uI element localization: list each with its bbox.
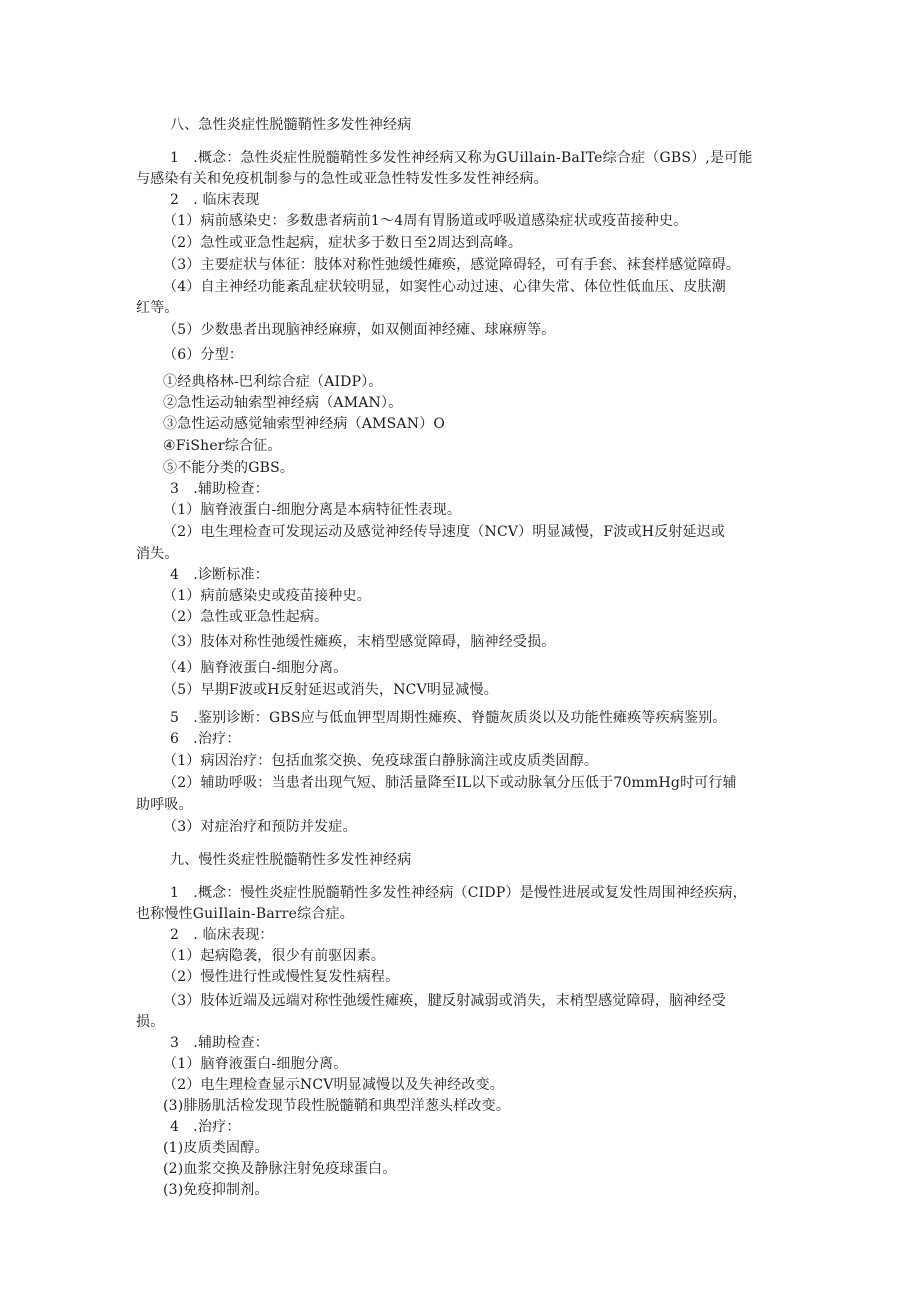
list-item-cont: 损。 — [136, 1014, 165, 1030]
section-heading-9: 九、慢性炎症性脱髓鞘性多发性神经病 — [170, 852, 412, 868]
list-item: （3）对症治疗和预防并发症。 — [163, 819, 357, 835]
list-item: (3)腓肠肌活检发现节段性脱髓鞘和典型洋葱头样改变。 — [163, 1098, 511, 1114]
type-item: ④FiSher综合征。 — [163, 438, 282, 454]
list-item: （1）病前感染史：多数患者病前1～4周有胃肠道或呼吸道感染症状或疫苗接种史。 — [163, 213, 688, 229]
list-item: （3）肢体对称性弛缓性瘫痪，末梢型感觉障碍，脑神经受损。 — [163, 634, 556, 650]
list-item-cont: 红等。 — [136, 300, 179, 316]
item-title: 3 .辅助检查： — [170, 1035, 269, 1051]
list-item: (3)免疫抑制剂。 — [163, 1182, 269, 1198]
list-item: （4）脑脊液蛋白-细胞分离。 — [163, 660, 348, 676]
item-title: 4 .治疗： — [170, 1119, 241, 1135]
list-item: （3）主要症状与体征：肢体对称性弛缓性瘫痪，感觉障碍轻，可有手套、袜套样感觉障碍。 — [163, 257, 741, 273]
section-heading-8: 八、急性炎症性脱髓鞘性多发性神经病 — [170, 117, 412, 133]
item-title: 3 .辅助检查： — [170, 481, 269, 497]
list-item: （1）起病隐袭，很少有前驱因素。 — [163, 948, 386, 964]
list-item: （1）脑脊液蛋白-细胞分离。 — [163, 1056, 348, 1072]
type-item: ②急性运动轴索型神经病（AMAN）。 — [163, 395, 403, 411]
list-item: （2）急性或亚急性起病，症状多于数日至2周达到高峰。 — [163, 235, 523, 251]
list-item: （4）自主神经功能紊乱症状较明显，如窦性心动过速、心律失常、体位性低血压、皮肤潮 — [163, 279, 726, 295]
list-item: （6）分型： — [163, 347, 244, 363]
list-item: (2)血浆交换及静脉注射免疫球蛋白。 — [163, 1161, 397, 1177]
type-item: ⑤不能分类的GBS。 — [163, 460, 295, 476]
list-item: （3）肢体近端及远端对称性弛缓性瘫痪，腱反射减弱或消失，末梢型感觉障碍，脑神经受 — [163, 993, 726, 1009]
list-item: (1)皮质类固醇。 — [163, 1140, 269, 1156]
list-item: （1）病前感染史或疫苗接种史。 — [163, 588, 371, 604]
paragraph-line: 1 .概念：慢性炎症性脱髓鞘性多发性神经病（CIDP）是慢性进展或复发性周围神经疾病， — [170, 885, 747, 901]
item-title: 2 . 临床表现： — [170, 927, 274, 943]
type-item: ①经典格林-巴利综合症（AIDP）。 — [163, 374, 383, 390]
type-item: ③急性运动感觉轴索型神经病（AMSAN）O — [163, 416, 446, 432]
paragraph-line: 与感染有关和免疫机制参与的急性或亚急性特发性多发性神经病。 — [136, 171, 548, 187]
list-item: （5）早期F波或H反射延迟或消失，NCV明显减慢。 — [163, 682, 498, 698]
list-item: （1）病因治疗：包括血浆交换、免疫球蛋白静脉滴注或皮质类固醇。 — [163, 753, 599, 769]
list-item: （2）慢性进行性或慢性复发性病程。 — [163, 969, 400, 985]
list-item: （2）急性或亚急性起病。 — [163, 609, 329, 625]
item-title: 4 .诊断标准： — [170, 567, 269, 583]
paragraph-line: 也称慢性GuiIlain-Barre综合症。 — [136, 906, 354, 922]
list-item-cont: 助呼吸。 — [136, 797, 193, 813]
list-item: （2）辅助呼吸：当患者出现气短、肺活量降至IL以下或动脉氧分压低于70mmHg时可行辅 — [163, 775, 737, 791]
list-item: （2）电生理检查可发现运动及感觉神经传导速度（NCV）明显减慢，F波或H反射延迟或 — [163, 524, 726, 540]
list-item: （2）电生理检查显示NCV明显减慢以及失神经改变。 — [163, 1077, 504, 1093]
list-item-cont: 消失。 — [136, 546, 179, 562]
paragraph-line: 1 .概念：急性炎症性脱髓鞘性多发性神经病又称为GUillain-BaITe综合症（GBS）,是可能 — [170, 150, 753, 166]
item-title: 6 .治疗： — [170, 731, 241, 747]
item-title: 2 . 临床表现 — [170, 192, 260, 208]
list-item: （5）少数患者出现脑神经麻痹，如双侧面神经瘫、球麻痹等。 — [163, 322, 556, 338]
item-title: 5 .鉴别诊断：GBS应与低血钾型周期性瘫痪、脊髓灰质炎以及功能性瘫痪等疾病鉴别。 — [170, 710, 727, 726]
list-item: （1）脑脊液蛋白-细胞分离是本病特征性表现。 — [163, 502, 462, 518]
